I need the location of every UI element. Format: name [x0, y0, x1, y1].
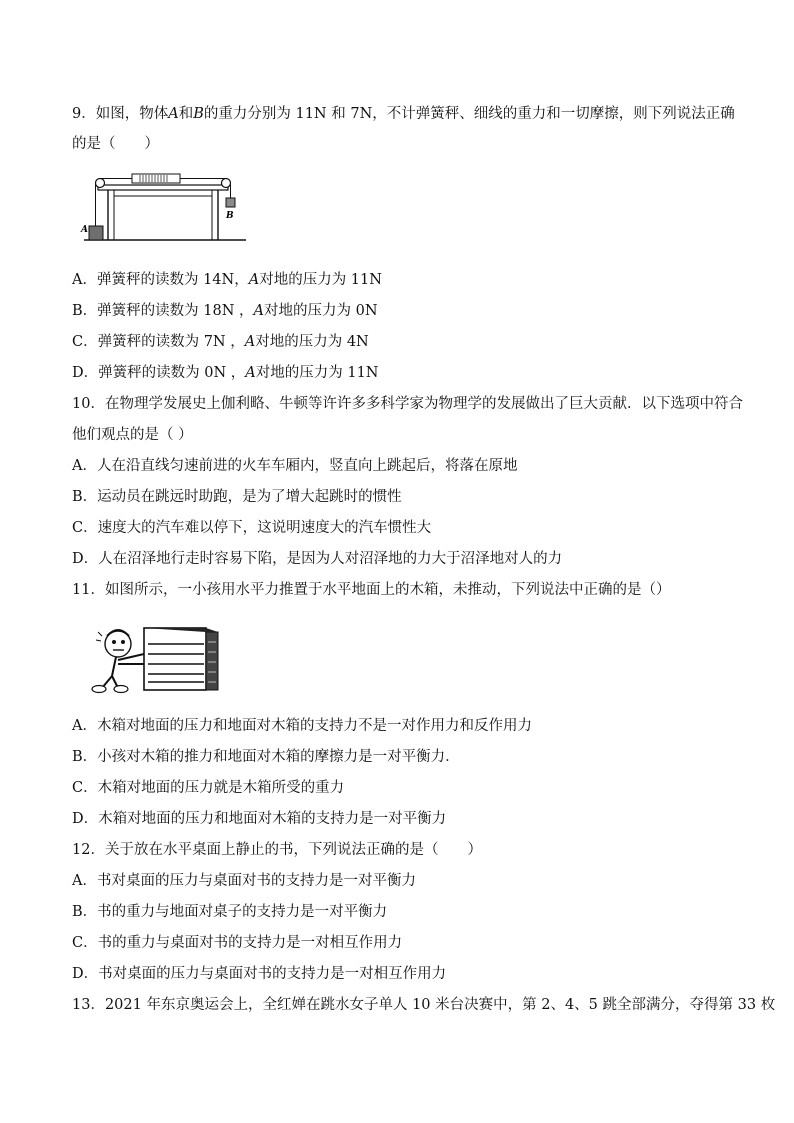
- q9-text: 9．如图，物体: [72, 106, 169, 122]
- q9-stem-line2: 的是（ ）: [72, 136, 159, 152]
- figure-label-a: A: [81, 225, 88, 235]
- q11-option-b: B．小孩对木箱的推力和地面对木箱的摩擦力是一对平衡力．: [72, 749, 460, 765]
- q10-option-b: B．运动员在跳远时助跑，是为了增大起跳时的惯性: [72, 489, 402, 505]
- option-text: A．弹簧秤的读数为 14N，: [72, 272, 249, 288]
- q13-stem-line1: 13．2021 年东京奥运会上，全红婵在跳水女子单人 10 米台决赛中，第 2、4、5 跳全部满分，夺得第 33 枚: [72, 997, 776, 1013]
- var-a: A: [245, 365, 256, 381]
- q11-stem-line1: 11．如图所示，一小孩用水平力推置于水平地面上的木箱，未推动，下列说法中正确的是（）: [72, 582, 671, 598]
- q12-option-c: C．书的重力与桌面对书的支持力是一对相互作用力: [72, 935, 403, 951]
- q11-figure-child-pushing-box: [88, 618, 220, 694]
- option-text: 对地的压力为 11N: [255, 365, 379, 381]
- q10-stem-line2: 他们观点的是（ ）: [72, 427, 193, 443]
- q12-option-a: A．书对桌面的压力与桌面对书的支持力是一对平衡力: [72, 873, 416, 889]
- q9-option-d: [72, 363, 379, 383]
- q10-stem-line1: 10．在物理学发展史上伽利略、牛顿等许许多多科学家为物理学的发展做出了巨大贡献．以下选项中符合: [72, 396, 743, 412]
- figure-label-b: B: [226, 211, 234, 221]
- var-a: A: [244, 334, 256, 350]
- var-b: B: [193, 106, 204, 122]
- q11-option-a: A．木箱对地面的压力和地面对木箱的支持力不是一对作用力和反作用力: [72, 718, 532, 734]
- option-text: C．弹簧秤的读数为 7N ，: [72, 334, 245, 350]
- var-a: A: [248, 272, 260, 288]
- q11-option-c: C．木箱对地面的压力就是木箱所受的重力: [72, 780, 345, 796]
- q12-option-b: B．书的重力与地面对桌子的支持力是一对平衡力: [72, 904, 388, 920]
- q9-option-a: [72, 270, 382, 290]
- q9-text: 的重力分别为 11N 和 7N，不计弹簧秤、细线的重力和一切摩擦，则下列说法正确: [203, 106, 735, 122]
- q9-option-c: [72, 332, 369, 352]
- q10-option-c: C．速度大的汽车难以停下，这说明速度大的汽车惯性大: [72, 520, 432, 536]
- q10-option-a: A．人在沿直线匀速前进的火车车厢内，竖直向上跳起后，将落在原地: [72, 458, 518, 474]
- q9-text: 和: [178, 106, 194, 122]
- option-text: 对地的压力为 0N: [264, 303, 378, 319]
- q9-figure-pulley-table: [80, 166, 250, 246]
- option-text: 对地的压力为 4N: [255, 334, 369, 350]
- var-a: A: [253, 303, 264, 319]
- option-text: D．弹簧秤的读数为 0N ，: [72, 365, 246, 381]
- q12-option-d: D．书对桌面的压力与桌面对书的支持力是一对相互作用力: [72, 966, 447, 982]
- q12-stem-line1: 12．关于放在水平桌面上静止的书，下列说法正确的是（ ）: [72, 842, 482, 858]
- q11-option-d: D．木箱对地面的压力和地面对木箱的支持力是一对平衡力: [72, 811, 447, 827]
- q9-option-b: [72, 301, 378, 321]
- option-text: 对地的压力为 11N: [259, 272, 382, 288]
- var-a: A: [168, 106, 179, 122]
- option-text: B．弹簧秤的读数为 18N ，: [72, 303, 254, 319]
- q10-option-d: D．人在沼泽地行走时容易下陷，是因为人对沼泽地的力大于沼泽地对人的力: [72, 551, 563, 567]
- q9-stem-line1: [72, 104, 735, 124]
